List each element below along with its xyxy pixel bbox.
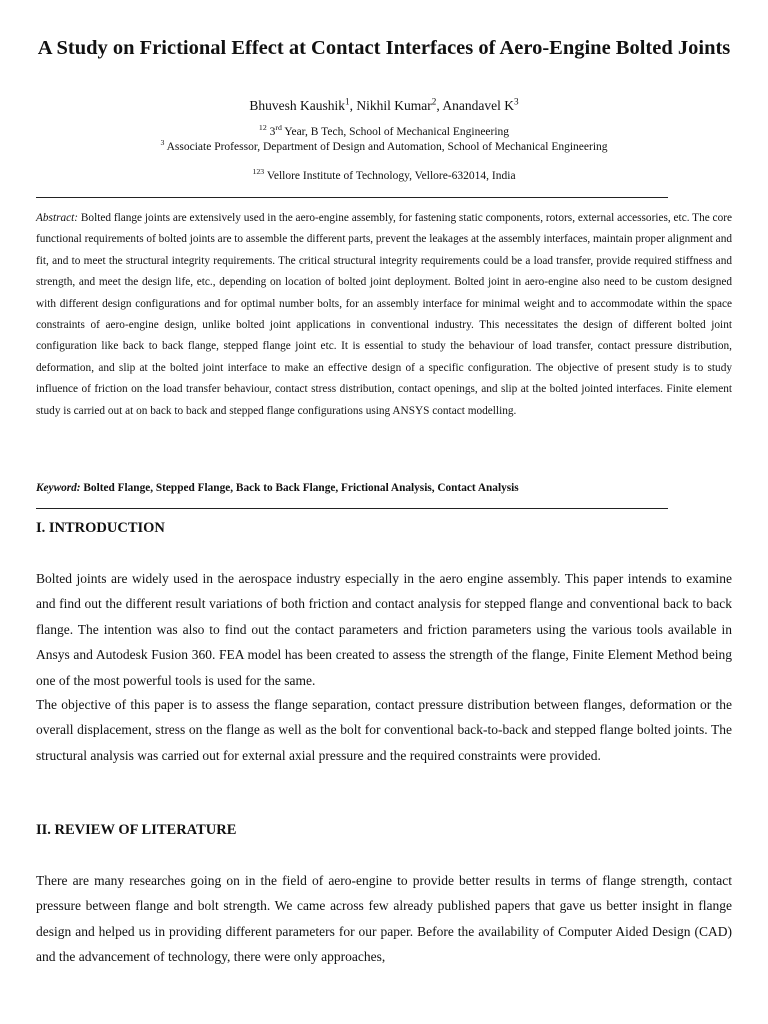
affiliation-ordinal: 3 [269,126,276,138]
author-superscript: 2 [431,96,437,107]
review-paragraph-1: There are many researches going on in the field of aero-engine to provide better results in terms of flange strength, contact pressure between flange and bolt strength. We came across few already published papers that gave us better insight in flange design and helped us in providing different parameters for our paper. Before the availability of Computer Aided Design (CAD) and the advancement of technology, there were only approaches, [36,873,732,965]
affiliation-text: Vellore Institute of Technology, Vellore-632014, India [266,170,516,182]
keywords-label: Keyword: [36,482,81,494]
keywords-text: Bolted Flange, Stepped Flange, Back to Back Flange, Frictional Analysis, Contact Analysis [83,482,519,494]
affiliation-superscript: 3 [160,138,165,148]
section-heading-review-of-literature: II. REVIEW OF LITERATURE [36,822,237,838]
affiliation-line [30,125,738,139]
paper-title: A Study on Frictional Effect at Contact Interfaces of Aero-Engine Bolted Joints [37,37,731,59]
affiliation-text: Year, B Tech, School of Mechanical Engineering [281,126,510,138]
author-separator: , [349,98,357,113]
affiliation-superscript: 12 [258,123,267,133]
abstract-text: Bolted flange joints are extensively used in the aero-engine assembly, for fastening static components, rotors, external accessories, etc. The core functional requirements of bolted joints are to assemble the different parts, prevent the leakages at the assembly interfaces, maintain proper alignment and fit, and to meet the structural integrity requirements. The critical structural integrity requirements could be a load transfer, provide required stiffness and strength, and meet the design life, etc., depending on location of bolted joint deployment. Bolted joint in aero-engine also need to be custom designed with different design configurations and for optimal number bolts, for an assembly interface for minimal weight and to accommodate within the space constraints of aero-engine design, unlike bolted joint applications in conventional industry. This necessitates the design of different bolted joint configuration like back to back flange, stepped flange joint etc. It is essential to study the behaviour of load transfer, contact pressure distribution, deformation, and slip at the bolted joint interface to make an effective design of a specific configuration. The objective of present study is to study influence of friction on the load transfer behaviour, contact stress distribution, contact openings, and slip at the bolted jointed interfaces. Finite element study is carried out at on back to back and stepped flange configurations using ANSYS contact modelling. [36,212,733,417]
affiliation-line [30,169,738,183]
author-name: Bhuvesh Kaushik [249,98,346,113]
abstract [36,208,732,422]
affiliation-line [30,140,738,154]
abstract-label: Abstract: [36,212,79,224]
affiliation-text: Associate Professor, Department of Design and Automation, School of Mechanical Engineering [166,141,608,153]
introduction-paragraph-1: Bolted joints are widely used in the aerospace industry especially in the aero engine assembly. This paper intends to examine and find out the different result variations of both friction and contact analysis for stepped flange and conventional back to back flange. The intention was also to find out the contact parameters and friction parameters using the various tools available in Ansys and Autodesk Fusion 360. FEA model has been created to assess the strength of the flange, Finite Element Method being one of the most powerful tools is used for the same. [36,571,732,688]
author-superscript: 3 [513,96,519,107]
divider-bottom [36,508,668,509]
author-superscript: 1 [345,96,350,107]
divider-top [36,197,668,198]
author-name: Nikhil Kumar [356,98,432,113]
author-name: Anandavel K [442,98,514,113]
author-separator: , [436,98,443,113]
affiliation-superscript: 123 [252,167,265,177]
author-line [30,97,738,115]
section-heading-introduction: I. INTRODUCTION [36,520,165,536]
introduction-paragraph-2: The objective of this paper is to assess the flange separation, contact pressure distribution between flanges, deformation or the overall displacement, stress on the flange as well as the bolt for conventional back-to-back and stepped flange bolted joints. The structural analysis was carried out for external axial pressure and the required constraints were provided. [36,697,732,763]
affiliation-ordinal-suffix: rd [275,123,282,133]
keywords [36,481,732,495]
